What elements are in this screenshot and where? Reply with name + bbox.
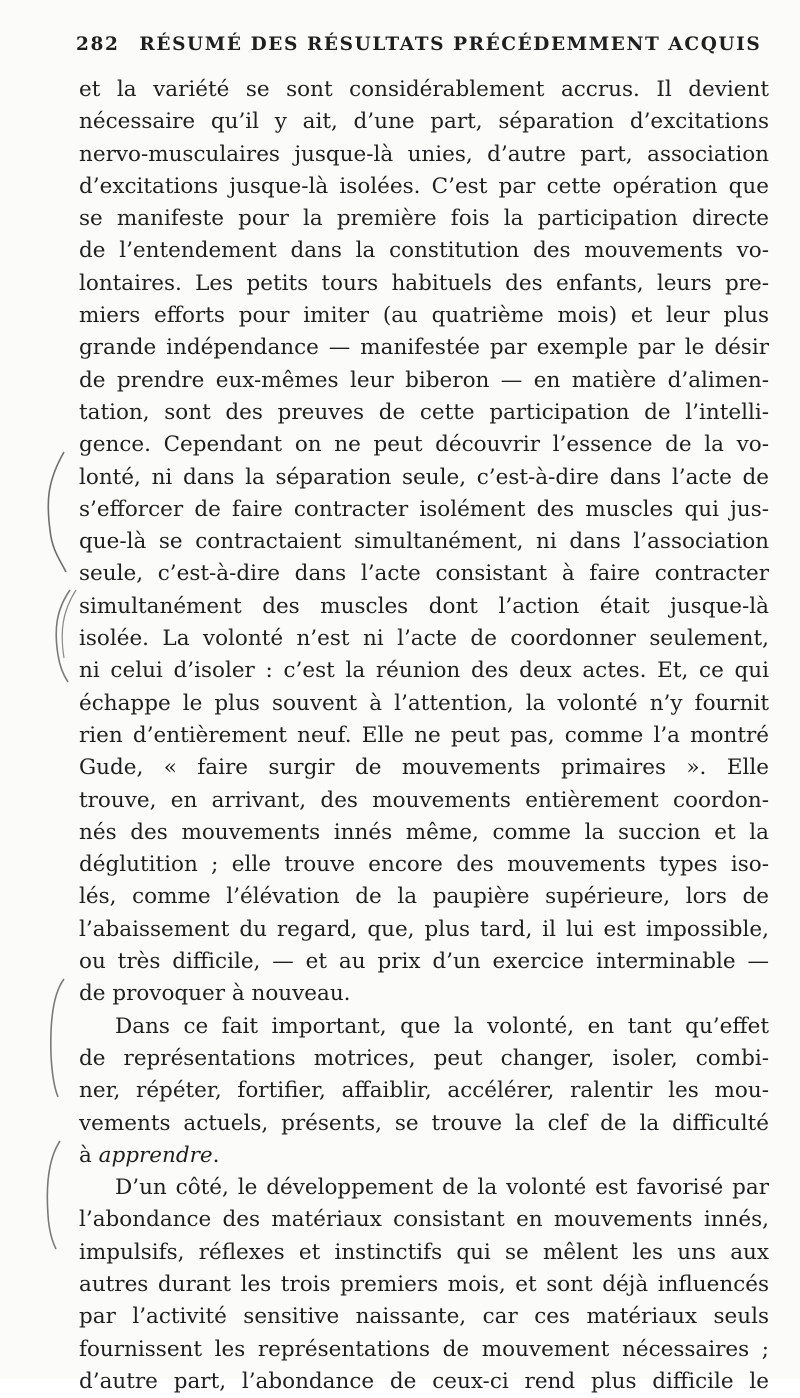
text-line: de représentations motrices, peut changer, isoler, combi- xyxy=(79,1045,769,1071)
text-line: seule, c’est-à-dire dans l’acte consistant à faire contracter xyxy=(79,561,769,587)
text-line: ni celui d’isoler : c’est la réunion des deux actes. Et, ce qui xyxy=(79,658,769,684)
text-line: tation, sont des preuves de cette participation de l’intelli- xyxy=(79,399,769,425)
pencil-bracket-mark xyxy=(30,440,80,690)
text-line: vements actuels, présents, se trouve la clef de la difficulté xyxy=(79,1110,769,1136)
text-line: l’abaissement du regard, que, plus tard, il lui est impossible, xyxy=(79,916,769,942)
text-line: d’excitations jusque-là isolées. C’est par cette opération que xyxy=(79,173,769,199)
text-line: trouve, en arrivant, des mouvements entièrement coordon- xyxy=(79,787,769,813)
text-line: l’abondance des matériaux consistant en mouvements innés, xyxy=(79,1207,769,1233)
text-run: à xyxy=(79,1142,99,1168)
text-line: Dans ce fait important, que la volonté, en tant qu’effet xyxy=(115,1013,769,1039)
text-line: de provoquer à nouveau. xyxy=(79,981,351,1007)
text-line: ner, répéter, fortifier, affaiblir, accélérer, ralentir les mou- xyxy=(79,1078,769,1104)
text-line: impulsifs, réflexes et instinctifs qui se mêlent les uns aux xyxy=(79,1239,769,1265)
text-line: ou très difficile, — et au prix d’un exercice interminable — xyxy=(79,949,769,975)
text-line: d’autre part, l’abondance de ceux-ci rend plus difficile le xyxy=(79,1368,769,1394)
text-line: autres durant les trois premiers mois, et sont déjà influencés xyxy=(79,1271,769,1297)
running-head xyxy=(76,34,762,62)
text-line: isolée. La volonté n’est ni l’acte de coordonner seulement, xyxy=(79,626,769,652)
text-line: de l’entendement dans la constitution des mouvements vo- xyxy=(79,238,769,264)
text-line xyxy=(79,1140,769,1172)
text-line: miers efforts pour imiter (au quatrième mois) et leur plus xyxy=(79,303,769,329)
text-line: de prendre eux-mêmes leur biberon — en matière d’alimen- xyxy=(79,367,769,393)
pencil-bracket-mark xyxy=(34,1135,74,1255)
text-line: rien d’entièrement neuf. Elle ne peut pas, comme l’a montré xyxy=(79,722,769,748)
page-number: 282 xyxy=(76,34,120,55)
text-line: lonté, ni dans la séparation seule, c’est-à-dire dans l’acte de xyxy=(79,464,769,490)
text-line: D’un côté, le développement de la volonté est favorisé par xyxy=(115,1175,769,1201)
pencil-bracket-mark xyxy=(38,975,78,1105)
text-line: lontaires. Les petits tours habituels des enfants, leurs pre- xyxy=(79,270,769,296)
paragraph-1 xyxy=(79,74,769,1011)
text-line: gence. Cependant on ne peut découvrir l’essence de la vo- xyxy=(79,432,769,458)
body-text xyxy=(79,74,769,1398)
text-line: simultanément des muscles dont l’action était jusque-là xyxy=(79,593,769,619)
text-line: par l’activité sensitive naissante, car ces matériaux seuls xyxy=(79,1304,769,1330)
text-line: déglutition ; elle trouve encore des mouvements types iso- xyxy=(79,852,769,878)
paragraph-2 xyxy=(79,1011,769,1172)
text-line: se manifeste pour la première fois la participation directe xyxy=(79,206,769,232)
text-line: nés des mouvements innés même, comme la succion et la xyxy=(79,819,769,845)
text-line: fournissent les représentations de mouvement nécessaires ; xyxy=(79,1336,769,1362)
text-line: lés, comme l’élévation de la paupière supérieure, lors de xyxy=(79,884,769,910)
emphasis-text: apprendre xyxy=(98,1142,213,1168)
text-line: échappe le plus souvent à l’attention, la volonté n’y fournit xyxy=(79,690,769,716)
text-run: . xyxy=(212,1142,220,1168)
paragraph-3 xyxy=(79,1172,769,1398)
text-line: nervo-musculaires jusque-là unies, d’autre part, association xyxy=(79,141,769,167)
text-line: Gude, « faire surgir de mouvements primaires ». Elle xyxy=(79,755,769,781)
text-line: et la variété se sont considérablement accrus. Il devient xyxy=(79,77,769,102)
text-line: que-là se contractaient simultanément, ni dans l’association xyxy=(79,529,769,555)
text-line: s’efforcer de faire contracter isolément des muscles qui jus- xyxy=(79,496,769,522)
text-line: nécessaire qu’il y ait, d’une part, séparation d’excitations xyxy=(79,109,769,135)
running-title: RÉSUMÉ DES RÉSULTATS PRÉCÉDEMMENT ACQUIS xyxy=(139,34,762,55)
text-line: grande indépendance — manifestée par exemple par le désir xyxy=(79,335,769,361)
